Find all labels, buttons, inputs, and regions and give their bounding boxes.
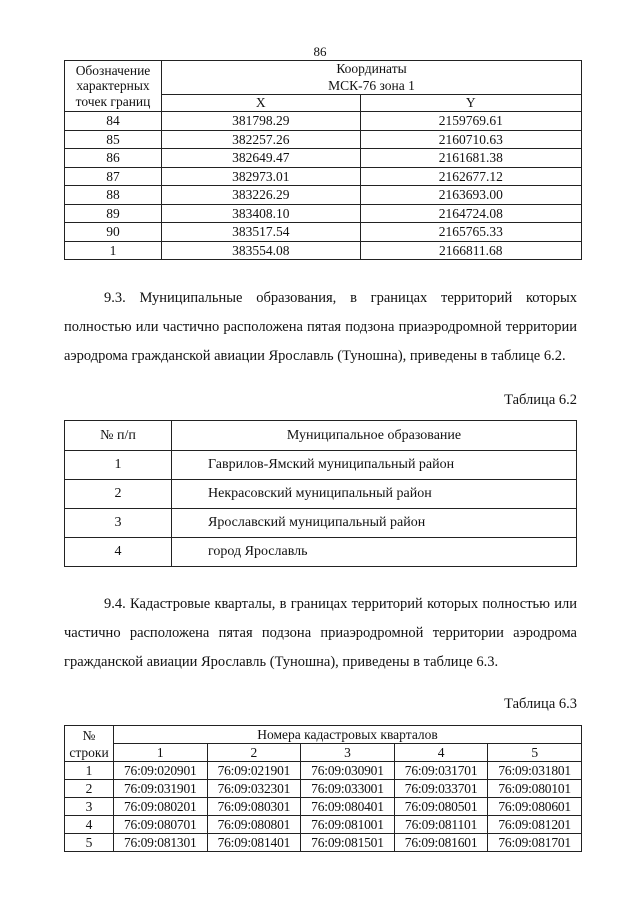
municipality-cell: Некрасовский муниципальный район [172, 480, 577, 509]
x-cell: 382257.26 [162, 130, 361, 149]
table-row [65, 480, 577, 509]
table-row [65, 186, 582, 205]
cadastral-number-cell: 76:09:080201 [114, 798, 208, 816]
x-cell: 382649.47 [162, 149, 361, 168]
municipality-cell: город Ярославль [172, 538, 577, 567]
cadastral-number-cell: 76:09:080601 [488, 798, 582, 816]
cadastral-number-cell: 76:09:081101 [394, 816, 488, 834]
row-number-header: № строки [65, 726, 114, 762]
table-row [65, 762, 582, 780]
cadastral-number-cell: 76:09:081001 [301, 816, 395, 834]
y-cell: 2163693.00 [360, 186, 581, 205]
y-column-header: Y [360, 95, 581, 112]
page-number: 86 [313, 44, 327, 59]
table-row [65, 223, 582, 242]
x-cell: 382973.01 [162, 167, 361, 186]
column-number-header: 2 [207, 744, 301, 762]
column-number-header: 3 [301, 744, 395, 762]
cadastral-number-cell: 76:09:080101 [488, 780, 582, 798]
table-row [65, 241, 582, 260]
municipality-cell: Ярославский муниципальный район [172, 509, 577, 538]
point-cell: 86 [65, 149, 162, 168]
municipalities-table [64, 420, 577, 567]
cadastral-number-cell: 76:09:032301 [207, 780, 301, 798]
cadastral-number-cell: 76:09:080801 [207, 816, 301, 834]
point-cell: 87 [65, 167, 162, 186]
y-cell: 2161681.38 [360, 149, 581, 168]
table-row [65, 130, 582, 149]
cadastral-number-cell: 76:09:081401 [207, 834, 301, 852]
table-row [65, 451, 577, 480]
cadastral-number-cell: 76:09:080401 [301, 798, 395, 816]
table-row [65, 509, 577, 538]
cadastral-number-cell: 76:09:020901 [114, 762, 208, 780]
y-cell: 2166811.68 [360, 241, 581, 260]
table-row [65, 780, 582, 798]
y-cell: 2162677.12 [360, 167, 581, 186]
point-designation-header: Обозначение характерных точек границ [65, 61, 162, 112]
cadastral-number-cell: 76:09:031901 [114, 780, 208, 798]
column-number-header: 4 [394, 744, 488, 762]
row-number-cell: 4 [65, 538, 172, 567]
cadastral-number-cell: 76:09:033701 [394, 780, 488, 798]
table-6-3-caption: Таблица 6.3 [504, 696, 577, 712]
table-row [65, 834, 582, 852]
x-cell: 383517.54 [162, 223, 361, 242]
x-cell: 383226.29 [162, 186, 361, 205]
table-6-2-caption: Таблица 6.2 [504, 392, 577, 408]
cadastral-number-cell: 76:09:030901 [301, 762, 395, 780]
x-cell: 383554.08 [162, 241, 361, 260]
row-number-header: № п/п [65, 421, 172, 451]
row-number-cell: 1 [65, 451, 172, 480]
column-number-header: 1 [114, 744, 208, 762]
point-cell: 89 [65, 204, 162, 223]
cadastral-number-cell: 76:09:081601 [394, 834, 488, 852]
row-number-cell: 2 [65, 480, 172, 509]
table-row [65, 816, 582, 834]
y-cell: 2160710.63 [360, 130, 581, 149]
coordinates-table [64, 60, 582, 260]
row-number-cell: 1 [65, 762, 114, 780]
cadastral-number-cell: 76:09:021901 [207, 762, 301, 780]
cadastral-number-cell: 76:09:081301 [114, 834, 208, 852]
table-row [65, 167, 582, 186]
row-number-cell: 3 [65, 798, 114, 816]
cadastral-number-cell: 76:09:080301 [207, 798, 301, 816]
cadastral-number-cell: 76:09:033001 [301, 780, 395, 798]
column-number-header: 5 [488, 744, 582, 762]
row-number-cell: 2 [65, 780, 114, 798]
paragraph-9-3: 9.3. Муниципальные образования, в границах территорий которых полностью или частично расположена пятая подзона приаэродромной территории аэродрома гражданской авиации Ярославль (Туношна), приведены в таблице 6.2. [64, 290, 577, 364]
point-cell: 1 [65, 241, 162, 260]
table-row [65, 798, 582, 816]
coordinates-header: Координаты МСК-76 зона 1 [162, 61, 582, 95]
point-cell: 84 [65, 112, 162, 131]
point-cell: 85 [65, 130, 162, 149]
cadastral-number-cell: 76:09:031701 [394, 762, 488, 780]
point-cell: 88 [65, 186, 162, 205]
row-number-cell: 4 [65, 816, 114, 834]
y-cell: 2164724.08 [360, 204, 581, 223]
row-number-cell: 5 [65, 834, 114, 852]
x-cell: 381798.29 [162, 112, 361, 131]
y-cell: 2165765.33 [360, 223, 581, 242]
cadastral-number-cell: 76:09:031801 [488, 762, 582, 780]
cadastral-number-cell: 76:09:081701 [488, 834, 582, 852]
cadastral-number-cell: 76:09:081201 [488, 816, 582, 834]
cadastral-table [64, 725, 582, 852]
paragraph-9-4: 9.4. Кадастровые кварталы, в границах территорий которых полностью или частично расположена пятая подзона приаэродромной территории аэродрома гражданской авиации Ярославль (Туношна), приведены в таблице 6.3. [64, 596, 577, 670]
table-row [65, 204, 582, 223]
municipality-cell: Гаврилов-Ямский муниципальный район [172, 451, 577, 480]
cadastral-title-header: Номера кадастровых кварталов [114, 726, 582, 744]
point-cell: 90 [65, 223, 162, 242]
table-row [65, 112, 582, 131]
table-row [65, 538, 577, 567]
row-number-cell: 3 [65, 509, 172, 538]
y-cell: 2159769.61 [360, 112, 581, 131]
municipality-header: Муниципальное образование [172, 421, 577, 451]
cadastral-number-cell: 76:09:080501 [394, 798, 488, 816]
x-cell: 383408.10 [162, 204, 361, 223]
cadastral-number-cell: 76:09:081501 [301, 834, 395, 852]
cadastral-number-cell: 76:09:080701 [114, 816, 208, 834]
x-column-header: X [162, 95, 361, 112]
table-row [65, 149, 582, 168]
